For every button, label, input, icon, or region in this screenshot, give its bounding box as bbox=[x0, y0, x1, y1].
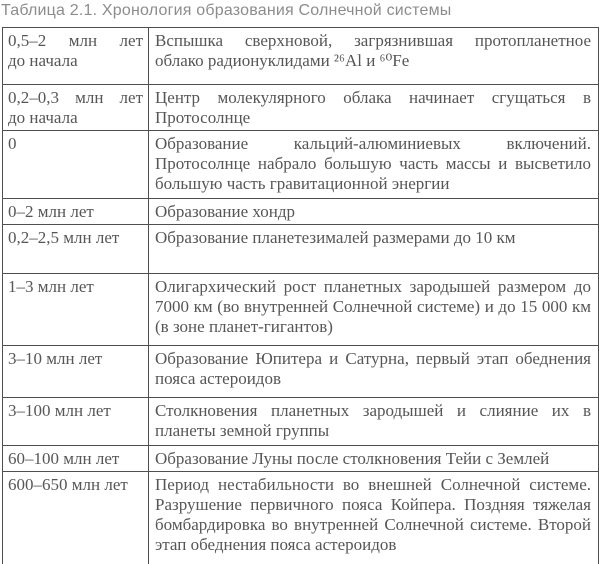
event-cell: Образование хондр bbox=[149, 199, 599, 225]
time-cell: 0–2 млн лет bbox=[3, 199, 149, 225]
time-cell: 3–100 млн лет bbox=[3, 398, 149, 446]
table-row bbox=[3, 199, 599, 225]
time-cell: 3–10 млн лет bbox=[3, 346, 149, 398]
table-row bbox=[3, 346, 599, 398]
time-cell: 1–3 млн лет bbox=[3, 274, 149, 346]
event-cell: Образование планетезималей размерами до 10 км bbox=[149, 225, 599, 274]
event-cell: Олигархический рост планетных зародышей размером до 7000 км (во внутренней Солнечной системе) и до 15 000 км (в зоне планет-гигантов) bbox=[149, 274, 599, 346]
time-cell: 600–650 млн лет bbox=[3, 472, 149, 564]
chronology-table bbox=[2, 27, 599, 564]
table-row bbox=[3, 85, 599, 131]
event-cell: Центр молекулярного облака начинает сгущаться в Протосолнце bbox=[149, 85, 599, 131]
table-row bbox=[3, 28, 599, 85]
time-cell: 0,2–0,3 млн лет до начала bbox=[3, 85, 149, 131]
table-row bbox=[3, 225, 599, 274]
time-cell: 60–100 млн лет bbox=[3, 446, 149, 472]
time-cell: 0,5–2 млн лет до начала bbox=[3, 28, 149, 85]
table-row bbox=[3, 398, 599, 446]
event-cell: Образование Юпитера и Сатурна, первый этап обеднения пояса астероидов bbox=[149, 346, 599, 398]
time-cell: 0,2–2,5 млн лет bbox=[3, 225, 149, 274]
event-cell: Столкновения планетных зародышей и слияние их в планеты земной группы bbox=[149, 398, 599, 446]
event-cell: Период нестабильности во внешней Солнечной системе. Разрушение первичного пояса Койпера. Поздняя тяжелая бомбардировка во внутренней Солнечной системе. Второй этап обеднения пояса астероидов bbox=[149, 472, 599, 564]
table-row bbox=[3, 131, 599, 199]
table-row bbox=[3, 274, 599, 346]
table-row bbox=[3, 446, 599, 472]
event-cell: Образование Луны после столкновения Тейи с Землей bbox=[149, 446, 599, 472]
event-cell: Образование кальций-алюминиевых включений. Протосолнце набрало большую часть массы и высветило большую часть гравитационной энергии bbox=[149, 131, 599, 199]
time-cell: 0 bbox=[3, 131, 149, 199]
table-row bbox=[3, 472, 599, 564]
event-cell: Вспышка сверхновой, загрязнившая протопланетное облако радионуклидами ²⁶Al и ⁶⁰Fe bbox=[149, 28, 599, 85]
table-caption: Таблица 2.1. Хронология образования Солнечной системы bbox=[1, 2, 452, 19]
